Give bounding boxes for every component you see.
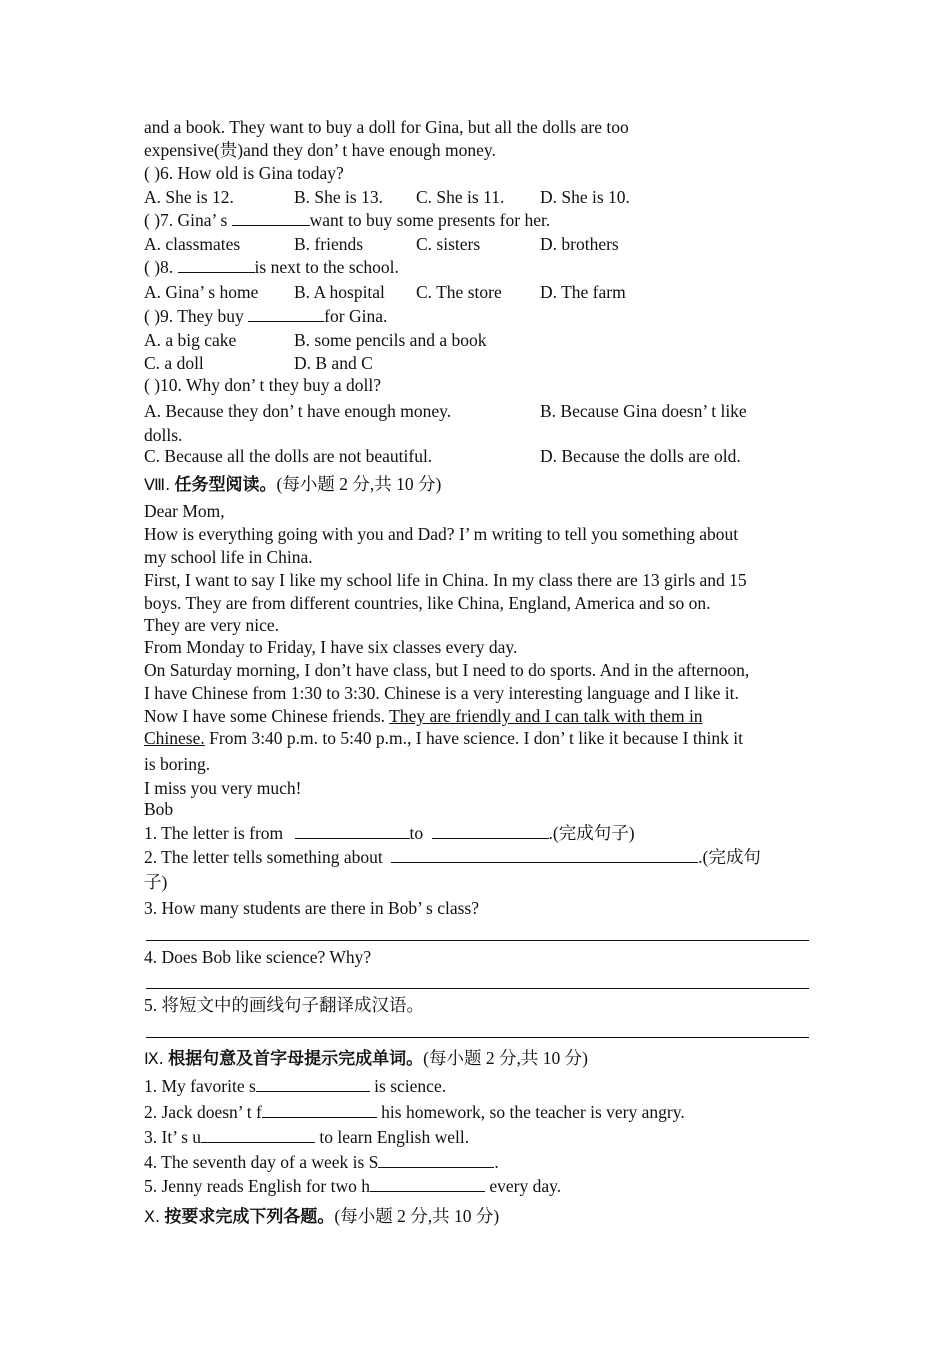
question-text: 5. Jenny reads English for two h xyxy=(144,1176,371,1196)
option-d: D. Because the dolls are old. xyxy=(540,446,741,466)
letter-text: Now I have some Chinese friends. xyxy=(144,706,390,726)
answer-blank[interactable] xyxy=(248,306,324,322)
task-question-3: 3. How many students are there in Bob’ s class? xyxy=(144,898,480,918)
answer-line[interactable] xyxy=(146,1037,809,1038)
task-question-4: 4. Does Bob like science? Why? xyxy=(144,947,372,967)
letter-line: is boring. xyxy=(144,754,211,774)
letter-line: They are very nice. xyxy=(144,615,280,635)
question-text: is next to the school. xyxy=(254,257,399,277)
option-b-wrap: dolls. xyxy=(144,425,183,445)
answer-blank[interactable] xyxy=(256,1076,370,1092)
task-question-5: 5. 将短文中的画线句子翻译成汉语。 xyxy=(144,995,424,1015)
letter-text: From 3:40 p.m. to 5:40 p.m., I have science. I don’ t like it because I think it xyxy=(204,728,743,748)
question-text: every day. xyxy=(485,1176,562,1196)
question-10: ( )10. Why don’ t they buy a doll? xyxy=(144,375,382,395)
answer-blank[interactable] xyxy=(295,823,410,839)
section-numeral: Ⅷ. xyxy=(144,475,171,494)
option-d: D. brothers xyxy=(540,234,619,254)
underlined-sentence: They are friendly and I can talk with them in xyxy=(389,706,703,726)
answer-blank[interactable] xyxy=(262,1102,377,1118)
section-score: (每小题 2 分,共 10 分) xyxy=(276,474,442,494)
question-text: want to buy some presents for her. xyxy=(309,210,551,230)
option-b: B. Because Gina doesn’ t like xyxy=(540,401,747,421)
option-c: C. sisters xyxy=(416,234,481,254)
section-8-heading xyxy=(144,473,441,496)
letter-line: I miss you very much! xyxy=(144,778,302,798)
letter-line: Dear Mom, xyxy=(144,501,225,521)
question-text: his homework, so the teacher is very angry. xyxy=(376,1102,685,1122)
option-d: D. She is 10. xyxy=(540,187,630,207)
question-7 xyxy=(144,209,550,231)
question-8 xyxy=(144,256,399,278)
answer-blank[interactable] xyxy=(232,210,310,226)
question-text: 1. My favorite s xyxy=(144,1076,256,1096)
question-text: .(完成句子) xyxy=(548,823,635,843)
section-numeral: Ⅹ. xyxy=(144,1207,161,1226)
question-text: to xyxy=(409,823,428,843)
question-text: ( )9. They buy xyxy=(144,306,249,326)
letter-line: I have Chinese from 1:30 to 3:30. Chinese is a very interesting language and I like it. xyxy=(144,683,739,703)
answer-blank[interactable] xyxy=(391,847,698,863)
section-title: 按要求完成下列各题。 xyxy=(164,1207,335,1227)
question-text: for Gina. xyxy=(324,306,388,326)
option-a: A. Gina’ s home xyxy=(144,282,259,302)
question-text: 2. The letter tells something about xyxy=(144,847,388,867)
task-question-2-wrap: 子) xyxy=(144,872,168,892)
option-a: A. She is 12. xyxy=(144,187,234,207)
option-b: B. some pencils and a book xyxy=(294,330,487,350)
section-10-heading xyxy=(144,1205,499,1228)
option-a: A. a big cake xyxy=(144,330,237,350)
question-text: 3. It’ s u xyxy=(144,1127,202,1147)
question-text: 1. The letter is from xyxy=(144,823,288,843)
letter-line: First, I want to say I like my school life in China. In my class there are 13 girls and 15 xyxy=(144,570,747,590)
question-text: . xyxy=(494,1152,499,1172)
option-c: C. Because all the dolls are not beautiful. xyxy=(144,446,433,466)
answer-blank[interactable] xyxy=(378,1152,494,1168)
word-question xyxy=(144,1175,561,1197)
option-b: B. A hospital xyxy=(294,282,385,302)
answer-line[interactable] xyxy=(146,988,809,989)
option-b: B. friends xyxy=(294,234,364,254)
option-d: D. B and C xyxy=(294,353,373,373)
word-question xyxy=(144,1075,446,1097)
task-question-2 xyxy=(144,846,761,868)
option-a: A. classmates xyxy=(144,234,241,254)
option-b: B. She is 13. xyxy=(294,187,383,207)
question-text: is science. xyxy=(369,1076,447,1096)
question-text: to learn English well. xyxy=(315,1127,470,1147)
task-question-1 xyxy=(144,822,635,844)
letter-line xyxy=(144,727,743,749)
letter-line: my school life in China. xyxy=(144,547,313,567)
section-title: 根据句意及首字母提示完成单词。 xyxy=(168,1049,424,1069)
section-score: (每小题 2 分,共 10 分) xyxy=(423,1048,588,1068)
section-title: 任务型阅读。 xyxy=(174,475,277,495)
question-6: ( )6. How old is Gina today? xyxy=(144,163,344,183)
letter-signature: Bob xyxy=(144,799,174,819)
word-question xyxy=(144,1151,499,1173)
letter-line: On Saturday morning, I don’t have class, but I need to do sports. And in the afternoon, xyxy=(144,660,750,680)
answer-blank[interactable] xyxy=(370,1176,485,1192)
letter-line: boys. They are from different countries, like China, England, America and so on. xyxy=(144,593,711,613)
word-question xyxy=(144,1101,685,1123)
option-c: C. a doll xyxy=(144,353,204,373)
underlined-sentence: Chinese. xyxy=(144,728,205,748)
option-c: C. The store xyxy=(416,282,502,302)
option-a: A. Because they don’ t have enough money. xyxy=(144,401,452,421)
word-question xyxy=(144,1126,469,1148)
question-text: 2. Jack doesn’ t f xyxy=(144,1102,262,1122)
passage-line: expensive(贵)and they don’ t have enough money. xyxy=(144,140,496,160)
section-numeral: Ⅸ. xyxy=(144,1049,164,1068)
letter-line xyxy=(144,705,703,727)
section-score: (每小题 2 分,共 10 分) xyxy=(334,1206,500,1226)
answer-blank[interactable] xyxy=(201,1127,315,1143)
question-text: 4. The seventh day of a week is S xyxy=(144,1152,379,1172)
question-text: ( )7. Gina’ s xyxy=(144,210,232,230)
answer-blank[interactable] xyxy=(178,257,255,273)
question-text: ( )8. xyxy=(144,257,178,277)
question-9 xyxy=(144,305,387,327)
option-d: D. The farm xyxy=(540,282,626,302)
passage-line: and a book. They want to buy a doll for Gina, but all the dolls are too xyxy=(144,117,629,137)
letter-line: From Monday to Friday, I have six classes every day. xyxy=(144,637,518,657)
answer-line[interactable] xyxy=(146,940,809,941)
section-9-heading xyxy=(144,1047,588,1070)
option-c: C. She is 11. xyxy=(416,187,505,207)
letter-line: How is everything going with you and Dad? I’ m writing to tell you something about xyxy=(144,524,739,544)
answer-blank[interactable] xyxy=(432,823,549,839)
question-text: .(完成句 xyxy=(698,847,761,867)
